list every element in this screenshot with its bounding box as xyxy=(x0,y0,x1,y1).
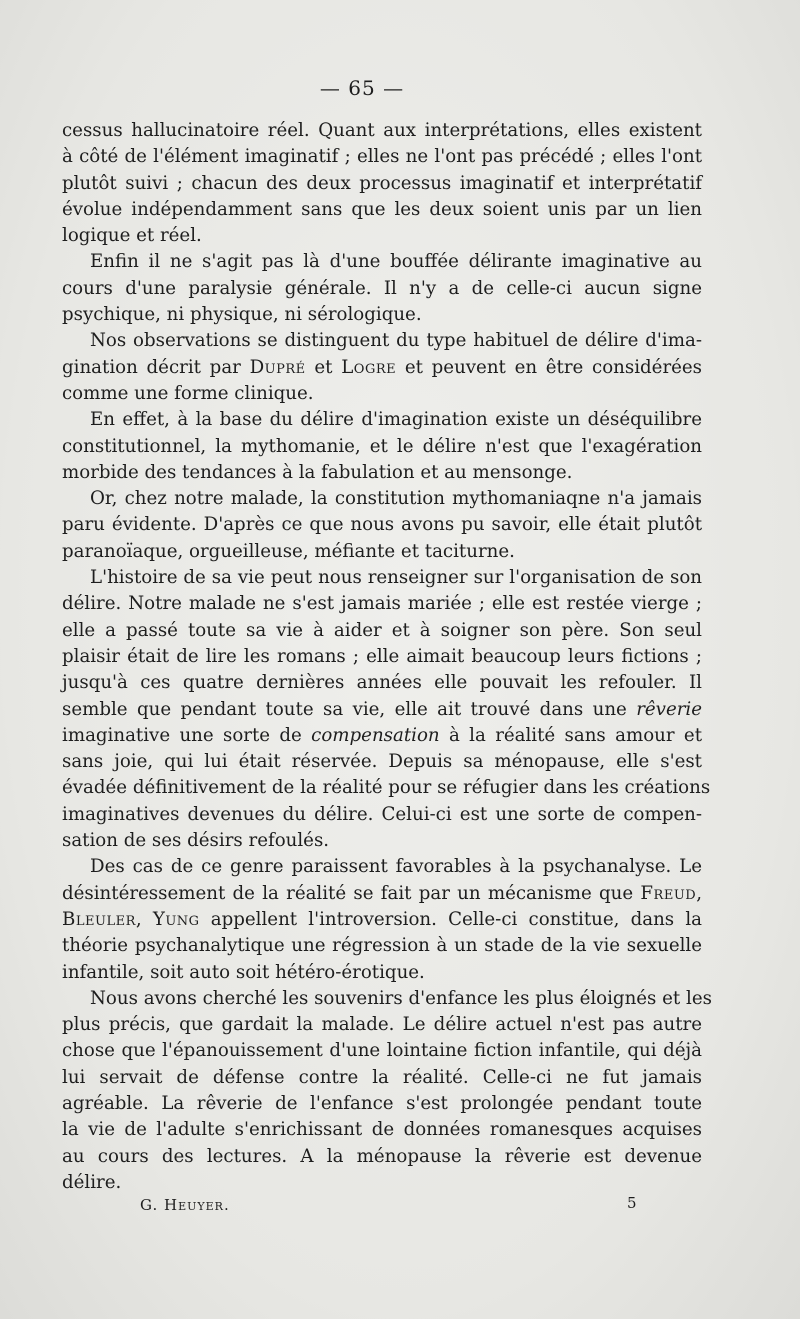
text-segment: désintéressement de la réalité se fait par un mécanisme que xyxy=(62,882,641,904)
text-line xyxy=(62,355,702,381)
author-name: Freud xyxy=(640,882,697,904)
paragraph xyxy=(62,118,702,249)
body-text xyxy=(62,118,712,1196)
text-line: Or, chez notre malade, la constitution mythomaniaqne n'a jamais xyxy=(90,488,702,510)
paragraph xyxy=(62,565,711,854)
text-line: agréable. La rêverie de l'enfance s'est prolongée pendant toute xyxy=(62,1092,702,1114)
text-segment: , xyxy=(696,882,702,904)
text-line: Nos observations se distinguent du type habituel de délire d'ima- xyxy=(90,330,702,352)
text-segment: à la réalité sans amour et xyxy=(439,724,702,746)
text-line: logique et réel. xyxy=(62,225,202,247)
text-line: délire. xyxy=(62,1171,122,1193)
text-segment: semble que pendant toute sa vie, elle ait trouvé dans une xyxy=(62,698,637,720)
text-line xyxy=(62,907,702,933)
text-line: sans joie, qui lui était réservée. Depuis sa ménopause, elle s'est xyxy=(62,751,702,773)
paragraph xyxy=(62,249,702,328)
text-line xyxy=(62,697,702,723)
paragraph xyxy=(62,986,712,1196)
text-line: théorie psychanalytique une régression à un stade de la vie sexuelle xyxy=(62,935,702,957)
text-line: infantile, soit auto soit hétéro-érotique. xyxy=(62,961,425,983)
text-line: évadée définitivement de la réalité pour se réfugier dans les créations xyxy=(62,777,711,799)
emphasis: compensation xyxy=(311,724,440,746)
author-name: Yung xyxy=(152,908,200,930)
paragraph xyxy=(62,328,702,407)
text-line: comme une forme clinique. xyxy=(62,382,314,404)
text-line: paranoïaque, orgueilleuse, méfiante et taciturne. xyxy=(62,540,515,562)
text-line: lui servait de défense contre la réalité. Celle-ci ne fut jamais xyxy=(62,1066,702,1088)
text-line: L'histoire de sa vie peut nous renseigner sur l'organisation de son xyxy=(90,567,702,589)
text-line: à côté de l'élément imaginatif ; elles ne l'ont pas précédé ; elles l'ont xyxy=(62,146,702,168)
text-line xyxy=(62,881,702,907)
text-line xyxy=(62,854,702,880)
text-line: délire. Notre malade ne s'est jamais mariée ; elle est restée vierge ; xyxy=(62,593,702,615)
paragraph xyxy=(62,407,702,486)
text-line: constitutionnel, la mythomanie, et le délire n'est que l'exagération xyxy=(62,435,702,457)
text-segment: Des cas de ce genre paraissent favorables à la psychanalyse. Le xyxy=(90,856,702,878)
text-segment: gination décrit par xyxy=(62,356,250,378)
text-segment: et peuvent en être considérées xyxy=(396,356,702,378)
text-line xyxy=(62,723,702,749)
text-line: plus précis, que gardait la malade. Le délire actuel n'est pas autre xyxy=(62,1014,702,1036)
page-number: — 65 — xyxy=(319,76,405,100)
text-line: évolue indépendamment sans que les deux soient unis par un lien xyxy=(62,198,702,220)
text-segment: appellent l'introversion. Celle-ci constitue, dans la xyxy=(199,908,702,930)
text-line: elle a passé toute sa vie à aider et à soigner son père. Son seul xyxy=(62,619,702,641)
text-line: En effet, à la base du délire d'imagination existe un déséquilibre xyxy=(90,409,702,431)
author-name: Logre xyxy=(341,356,397,378)
text-line: psychique, ni physique, ni sérologique. xyxy=(62,304,422,326)
author-name: Dupré xyxy=(249,356,306,378)
paragraph xyxy=(62,486,702,565)
text-line: paru évidente. D'après ce que nous avons pu savoir, elle était plutôt xyxy=(62,514,702,536)
footer-author: G. Heuyer. xyxy=(140,1196,230,1214)
text-line: chose que l'épanouissement d'une lointaine fiction infantile, qui déjà xyxy=(62,1040,702,1062)
text-line: la vie de l'adulte s'enrichissant de données romanesques acquises xyxy=(62,1119,702,1141)
text-line: plutôt suivi ; chacun des deux processus imaginatif et interprétatif xyxy=(62,172,702,194)
text-line: cessus hallucinatoire réel. Quant aux interprétations, elles existent xyxy=(62,120,702,141)
emphasis: rêverie xyxy=(636,698,702,720)
paragraph xyxy=(62,854,702,985)
footer-signature-mark: 5 xyxy=(627,1194,637,1212)
text-line: cours d'une paralysie générale. Il n'y a de celle-ci aucun signe xyxy=(62,277,702,299)
author-name: Bleuler xyxy=(62,908,136,930)
text-line: au cours des lectures. A la ménopause la rêverie est devenue xyxy=(62,1145,702,1167)
text-segment: et xyxy=(305,356,342,378)
text-line: plaisir était de lire les romans ; elle aimait beaucoup leurs fictions ; xyxy=(62,645,702,667)
text-line: morbide des tendances à la fabulation et au mensonge. xyxy=(62,461,573,483)
text-line: jusqu'à ces quatre dernières années elle pouvait les refouler. Il xyxy=(62,672,702,694)
text-segment: , xyxy=(135,908,153,930)
text-line: Enfin il ne s'agit pas là d'une bouffée délirante imaginative au xyxy=(90,251,702,273)
text-segment: imaginative une sorte de xyxy=(62,724,312,746)
text-line: Nous avons cherché les souvenirs d'enfance les plus éloignés et les xyxy=(90,987,712,1009)
text-line: sation de ses désirs refoulés. xyxy=(62,830,330,852)
text-line: imaginatives devenues du délire. Celui-ci est une sorte de compen- xyxy=(62,803,702,825)
